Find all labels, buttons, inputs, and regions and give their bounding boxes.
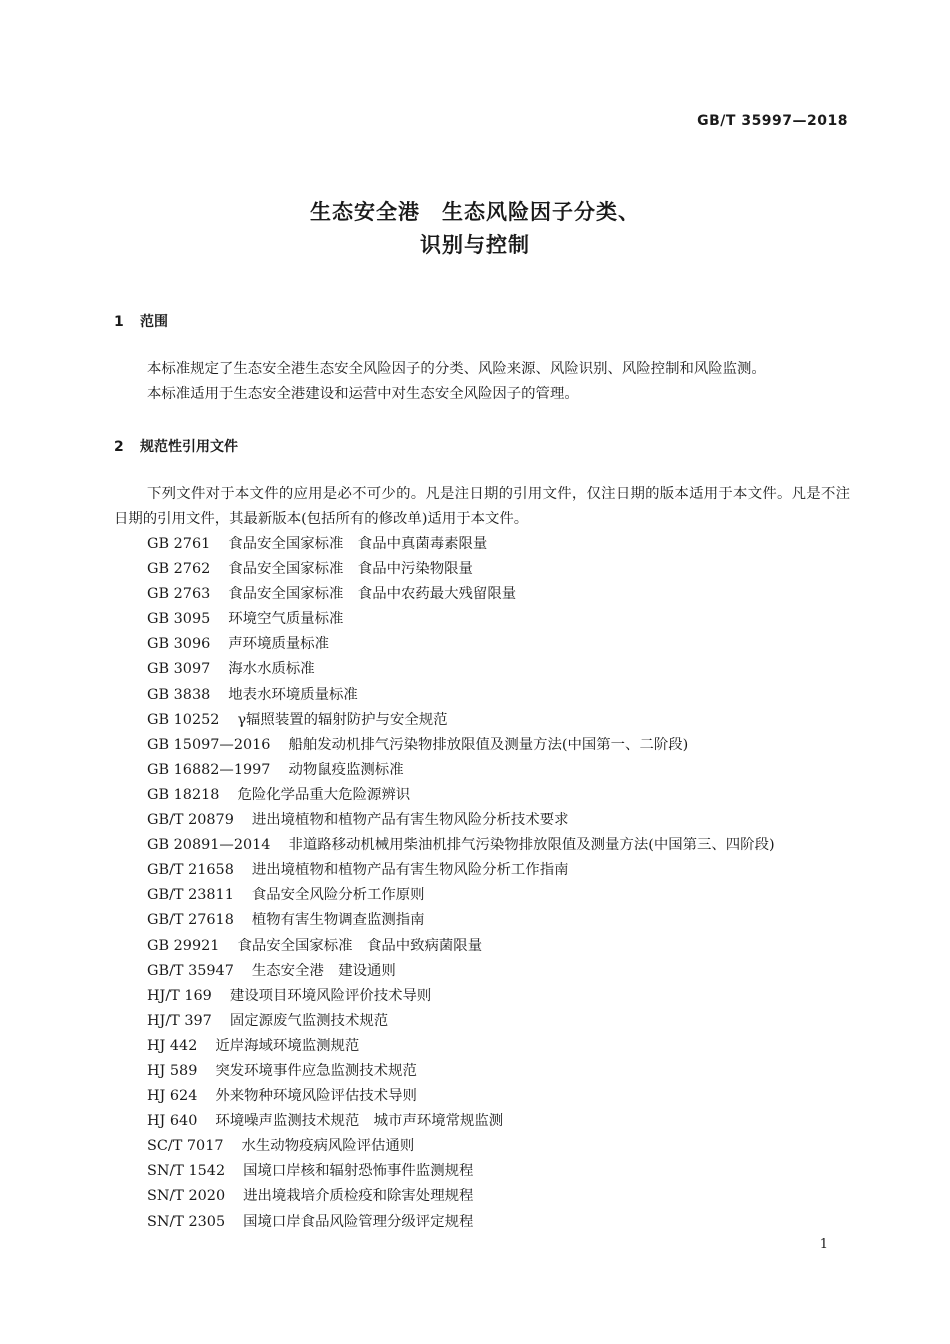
reference-title: 建设项目环境风险评价技术导则 <box>229 987 432 1004</box>
reference-item <box>147 934 775 959</box>
reference-code: GB/T 35947 <box>147 962 234 979</box>
reference-code: HJ 442 <box>147 1037 198 1054</box>
reference-code: SN/T 2305 <box>147 1213 226 1230</box>
reference-list <box>147 532 775 1235</box>
reference-code: GB 2762 <box>147 561 211 578</box>
section-2-heading <box>114 436 238 456</box>
reference-title: 地表水环境质量标准 <box>228 686 358 703</box>
reference-title: 食品安全国家标准 食品中致病菌限量 <box>237 937 483 954</box>
reference-code: HJ 624 <box>147 1088 198 1105</box>
reference-item <box>147 984 775 1009</box>
reference-code: GB 3095 <box>147 611 211 628</box>
reference-title: 海水水质标准 <box>228 661 315 678</box>
reference-title: 进出境栽培介质检疫和除害处理规程 <box>243 1188 474 1205</box>
reference-code: GB/T 27618 <box>147 912 234 929</box>
reference-title: 食品安全国家标准 食品中真菌毒素限量 <box>228 536 488 552</box>
reference-item <box>147 1210 775 1235</box>
reference-item <box>147 683 775 708</box>
reference-code: GB 2761 <box>147 536 211 552</box>
reference-title: 进出境植物和植物产品有害生物风险分析工作指南 <box>251 862 569 879</box>
paragraph: 本标准适用于生态安全港建设和运营中对生态安全风险因子的管理。 <box>147 386 579 402</box>
reference-item <box>147 1134 775 1159</box>
reference-item <box>147 783 775 808</box>
reference-code: GB 3096 <box>147 636 211 653</box>
reference-code: GB 10252 <box>147 711 220 728</box>
reference-title: 进出境植物和植物产品有害生物风险分析技术要求 <box>251 812 569 829</box>
reference-title: 环境噪声监测技术规范 城市声环境常规监测 <box>215 1113 504 1130</box>
reference-code: GB 20891—2014 <box>147 837 271 854</box>
reference-item <box>147 858 775 883</box>
reference-title: 船舶发动机排气污染物排放限值及测量方法(中国第一、二阶段) <box>288 736 689 753</box>
reference-item <box>147 808 775 833</box>
reference-code: SN/T 1542 <box>147 1163 226 1180</box>
reference-title: 水生动物疫病风险评估通则 <box>241 1138 415 1155</box>
paragraph: 本标准规定了生态安全港生态安全风险因子的分类、风险来源、风险识别、风险控制和风险监测。 <box>147 361 766 377</box>
reference-item <box>147 632 775 657</box>
reference-title: 危险化学品重大危险源辨识 <box>237 786 411 803</box>
reference-item <box>147 582 775 607</box>
reference-title: 食品安全风险分析工作原则 <box>251 887 425 904</box>
reference-item <box>147 1034 775 1059</box>
reference-title: 非道路移动机械用柴油机排气污染物排放限值及测量方法(中国第三、四阶段) <box>288 837 775 854</box>
reference-title: 生态安全港 建设通则 <box>251 962 396 979</box>
reference-item <box>147 532 775 557</box>
reference-title: 突发环境事件应急监测技术规范 <box>215 1062 417 1079</box>
section-2-body <box>114 482 850 532</box>
reference-title: 外来物种环境风险评估技术导则 <box>215 1088 417 1105</box>
reference-code: HJ/T 397 <box>147 1012 212 1029</box>
reference-title: 食品安全国家标准 食品中农药最大残留限量 <box>228 586 517 603</box>
reference-title: 食品安全国家标准 食品中污染物限量 <box>228 561 473 578</box>
reference-title: 植物有害生物调查监测指南 <box>251 912 425 929</box>
reference-item <box>147 708 775 733</box>
reference-code: GB 3097 <box>147 661 211 678</box>
reference-title: 国境口岸核和辐射恐怖事件监测规程 <box>243 1163 474 1180</box>
reference-code: GB/T 20879 <box>147 812 234 829</box>
title-line-1: 生态安全港 生态风险因子分类、 <box>310 200 640 224</box>
title-line-2: 识别与控制 <box>420 233 530 257</box>
reference-item <box>147 1009 775 1034</box>
reference-item <box>147 733 775 758</box>
reference-code: SN/T 2020 <box>147 1188 226 1205</box>
reference-item <box>147 1084 775 1109</box>
reference-item <box>147 833 775 858</box>
page-number: 1 <box>819 1237 828 1252</box>
reference-code: GB 15097—2016 <box>147 736 271 753</box>
reference-code: GB 3838 <box>147 686 211 703</box>
section-title: 范围 <box>140 314 168 330</box>
section-1-heading <box>114 311 168 331</box>
reference-item <box>147 883 775 908</box>
section-title: 规范性引用文件 <box>140 439 238 455</box>
paragraph: 下列文件对于本文件的应用是必不可少的。凡是注日期的引用文件，仅注日期的版本适用于本文件。凡是不注日期的引用文件，其最新版本(包括所有的修改单)适用于本文件。 <box>114 486 850 527</box>
reference-code: GB/T 23811 <box>147 887 234 904</box>
reference-title: 环境空气质量标准 <box>228 611 344 628</box>
reference-title: 动物鼠疫监测标准 <box>288 761 404 778</box>
reference-title: 固定源废气监测技术规范 <box>229 1012 389 1029</box>
reference-code: HJ/T 169 <box>147 987 212 1004</box>
reference-title: 国境口岸食品风险管理分级评定规程 <box>243 1213 474 1230</box>
reference-code: GB 2763 <box>147 586 211 603</box>
reference-code: GB/T 21658 <box>147 862 234 879</box>
reference-code: HJ 640 <box>147 1113 198 1130</box>
reference-item <box>147 758 775 783</box>
reference-item <box>147 657 775 682</box>
reference-code: GB 16882—1997 <box>147 761 271 778</box>
reference-title: γ辐照装置的辐射防护与安全规范 <box>237 711 448 728</box>
reference-code: GB 29921 <box>147 937 220 954</box>
reference-item <box>147 1159 775 1184</box>
section-1-body <box>114 357 850 407</box>
reference-code: SC/T 7017 <box>147 1138 224 1155</box>
reference-title: 声环境质量标准 <box>228 636 330 653</box>
reference-item <box>147 1184 775 1209</box>
reference-item <box>147 557 775 582</box>
reference-item <box>147 607 775 632</box>
section-number: 2 <box>114 439 124 455</box>
section-number: 1 <box>114 314 124 330</box>
reference-item <box>147 959 775 984</box>
reference-item <box>147 1059 775 1084</box>
reference-code: GB 18218 <box>147 786 220 803</box>
standard-code: GB/T 35997—2018 <box>697 113 848 129</box>
reference-title: 近岸海域环境监测规范 <box>215 1037 360 1054</box>
reference-item <box>147 908 775 933</box>
document-title <box>0 196 950 262</box>
reference-code: HJ 589 <box>147 1062 198 1079</box>
reference-item <box>147 1109 775 1134</box>
